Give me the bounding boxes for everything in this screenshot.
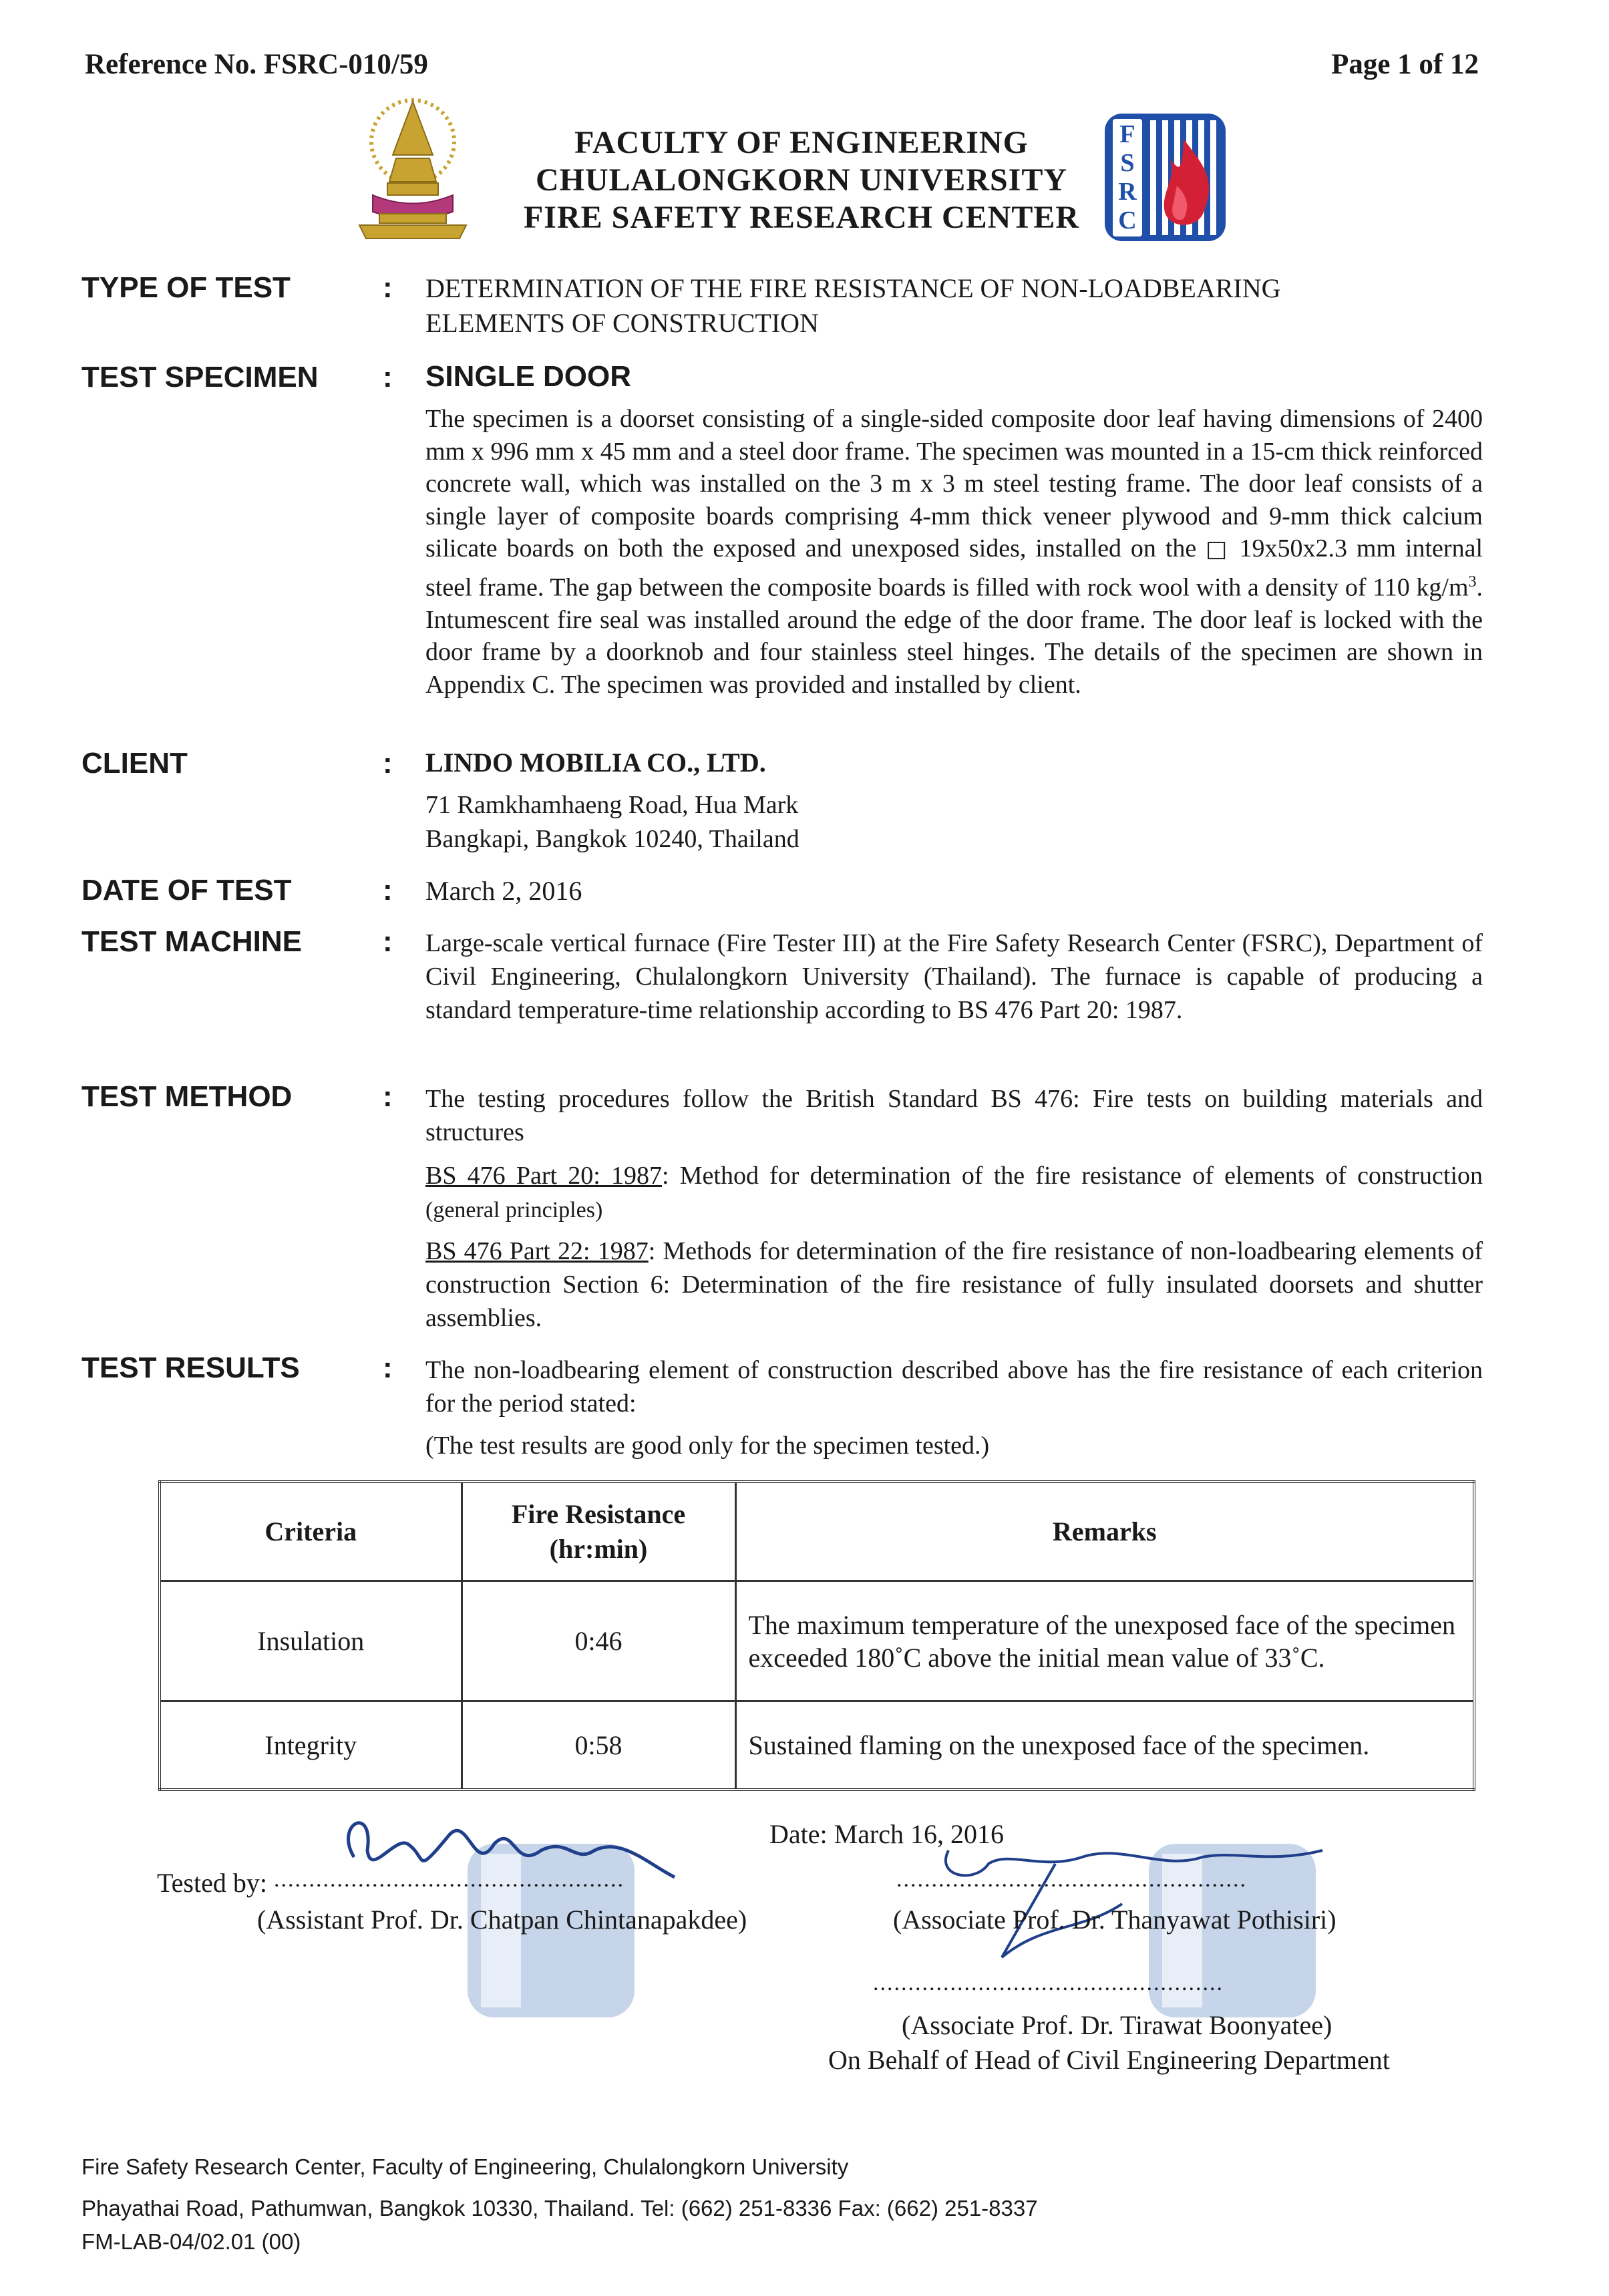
specimen-desc-part-2: 19x50x2.3 mm internal steel frame. The gap between the composite boards is filled with rock wool with a density of 110 kg/m bbox=[425, 534, 1483, 602]
cell-criteria: Integrity bbox=[160, 1701, 462, 1790]
results-table bbox=[158, 1480, 1475, 1791]
signature-line-3: .................................................. bbox=[873, 1971, 1224, 1995]
fsrc-letter-f: F bbox=[1119, 120, 1135, 148]
type-of-test-value bbox=[425, 271, 1483, 341]
client-address-line-2: Bangkapi, Bangkok 10240, Thailand bbox=[425, 825, 799, 853]
signature-line-1: .................................................. bbox=[274, 1867, 624, 1892]
fsrc-letter-r: R bbox=[1118, 178, 1137, 206]
institution-line-3: FIRE SAFETY RESEARCH CENTER bbox=[523, 200, 1080, 235]
institution-line-2: CHULALONGKORN UNIVERSITY bbox=[535, 162, 1068, 198]
fsrc-letter-c: C bbox=[1118, 206, 1137, 234]
specimen-desc-part-1: The specimen is a doorset consisting of a single-sided composite door leaf having dimensions of 2400 mm x 996 mm x 45 mm and a steel door frame. The specimen was mounted in a 15-cm thick reinforced concrete wall, which was installed on the 3 m x 3 m steel testing frame. The door leaf consists of a single layer of composite boards comprising 4-mm thick veneer plywood and 9-mm thick calcium silicate boards on both the exposed and unexposed sides, installed on the bbox=[425, 405, 1483, 562]
colon: : bbox=[383, 271, 393, 304]
test-results-note: (The test results are good only for the specimen tested.) bbox=[425, 1432, 990, 1460]
footer-line-1: Fire Safety Research Center, Faculty of Engineering, Chulalongkorn University bbox=[81, 2154, 849, 2179]
test-method-intro: The testing procedures follow the British Standard BS 476: Fire tests on building materials and structures bbox=[425, 1085, 1483, 1146]
colon: : bbox=[383, 1351, 393, 1384]
signature-line-2: .................................................. bbox=[896, 1867, 1247, 1892]
tested-by-label: Tested by: bbox=[157, 1868, 267, 1898]
fsrc-logo bbox=[1103, 112, 1227, 242]
signer-3-name: (Associate Prof. Dr. Tirawat Boonyatee) bbox=[902, 2010, 1332, 2040]
institution-line-1: FACULTY OF ENGINEERING bbox=[574, 125, 1029, 160]
colon: : bbox=[383, 874, 393, 907]
cell-remarks: Sustained flaming on the unexposed face of the specimen. bbox=[735, 1701, 1474, 1790]
client-address-line-1: 71 Ramkhamhaeng Road, Hua Mark bbox=[425, 791, 799, 819]
signer-1-name: (Assistant Prof. Dr. Chatpan Chintanapakdee) bbox=[257, 1905, 747, 1935]
date-of-test-value: March 2, 2016 bbox=[425, 876, 582, 906]
colon: : bbox=[383, 925, 393, 958]
square-section-icon: □ bbox=[1206, 536, 1230, 562]
test-specimen-label: TEST SPECIMEN bbox=[81, 361, 319, 393]
fsrc-letter-s: S bbox=[1120, 149, 1135, 177]
test-method-label: TEST METHOD bbox=[81, 1080, 293, 1113]
test-method-standard-1 bbox=[425, 1159, 1483, 1227]
test-specimen-title: SINGLE DOOR bbox=[425, 360, 632, 393]
test-machine-value: Large-scale vertical furnace (Fire Tester III) at the Fire Safety Research Center (FSRC), Department of Civil Engineering, Chulalongkorn University (Thailand). The furnace is capable of producing a standard temperature-time relationship according to BS 476 Part 20: 1987. bbox=[425, 929, 1483, 1024]
client-name: LINDO MOBILIA CO., LTD. bbox=[425, 748, 766, 778]
standard-2-text: : Methods for determination of the fire resistance of non-loadbearing elements of construction Section 6: Determination of the fire resistance of fully insulated doorsets and shutter assemblies. bbox=[425, 1237, 1483, 1332]
test-specimen-description bbox=[425, 403, 1483, 701]
table-row bbox=[160, 1581, 1474, 1701]
standard-1-name: BS 476 Part 20: 1987 bbox=[425, 1162, 662, 1190]
test-method-standard-2 bbox=[425, 1235, 1483, 1335]
test-results-text: The non-loadbearing element of construction described above has the fire resistance of each criterion for the period stated: bbox=[425, 1356, 1483, 1418]
footer-line-2: Phayathai Road, Pathumwan, Bangkok 10330, Thailand. Tel: (662) 251-8336 Fax: (662) 251-8337 bbox=[81, 2196, 1038, 2221]
page-number: Page 1 of 12 bbox=[1331, 49, 1479, 80]
standard-1-suffix: (general principles) bbox=[425, 1198, 603, 1222]
header-criteria: Criteria bbox=[160, 1482, 462, 1581]
colon: : bbox=[383, 1080, 393, 1113]
signer-2-name: (Associate Prof. Dr. Thanyawat Pothisiri) bbox=[893, 1905, 1336, 1935]
specimen-desc-part-3: . Intumescent fire seal was installed around the edge of the door frame. The door leaf is locked with the door frame by a doorknob and four stainless steel hinges. The details of the specimen are shown in Appendix C. The specimen was provided and installed by client. bbox=[425, 573, 1483, 699]
cell-time: 0:58 bbox=[462, 1701, 735, 1790]
cell-time: 0:46 bbox=[462, 1581, 735, 1701]
footer-form-code: FM-LAB-04/02.01 (00) bbox=[81, 2229, 301, 2254]
header-remarks: Remarks bbox=[735, 1482, 1474, 1581]
test-results-label: TEST RESULTS bbox=[81, 1351, 300, 1384]
test-machine-label: TEST MACHINE bbox=[81, 925, 302, 958]
type-of-test-label: TYPE OF TEST bbox=[81, 271, 291, 304]
cell-remarks: The maximum temperature of the unexposed face of the specimen exceeded 180˚C above the initial mean value of 33˚C. bbox=[735, 1581, 1474, 1701]
colon: : bbox=[383, 747, 393, 780]
standard-2-name: BS 476 Part 22: 1987 bbox=[425, 1237, 649, 1265]
type-of-test-line-2: ELEMENTS OF CONSTRUCTION bbox=[425, 308, 819, 338]
reference-number: Reference No. FSRC-010/59 bbox=[85, 49, 428, 80]
type-of-test-line-1: DETERMINATION OF THE FIRE RESISTANCE OF NON-LOADBEARING bbox=[425, 273, 1281, 303]
table-row bbox=[160, 1701, 1474, 1790]
header-fire-resistance-line-2: (hr:min) bbox=[549, 1533, 648, 1564]
client-label: CLIENT bbox=[81, 747, 188, 780]
chulalongkorn-crest-logo bbox=[353, 95, 473, 249]
colon: : bbox=[383, 361, 393, 393]
signature-date: Date: March 16, 2016 bbox=[769, 1819, 1005, 1849]
specimen-desc-superscript: 3 bbox=[1468, 572, 1477, 591]
header-fire-resistance bbox=[462, 1482, 735, 1581]
on-behalf-text: On Behalf of Head of Civil Engineering Department bbox=[828, 2045, 1390, 2075]
date-of-test-label: DATE OF TEST bbox=[81, 874, 292, 907]
cell-criteria: Insulation bbox=[160, 1581, 462, 1701]
header-fire-resistance-line-1: Fire Resistance bbox=[511, 1498, 686, 1529]
table-header-row bbox=[160, 1482, 1474, 1581]
standard-1-text: : Method for determination of the fire resistance of elements of construction bbox=[662, 1162, 1483, 1190]
